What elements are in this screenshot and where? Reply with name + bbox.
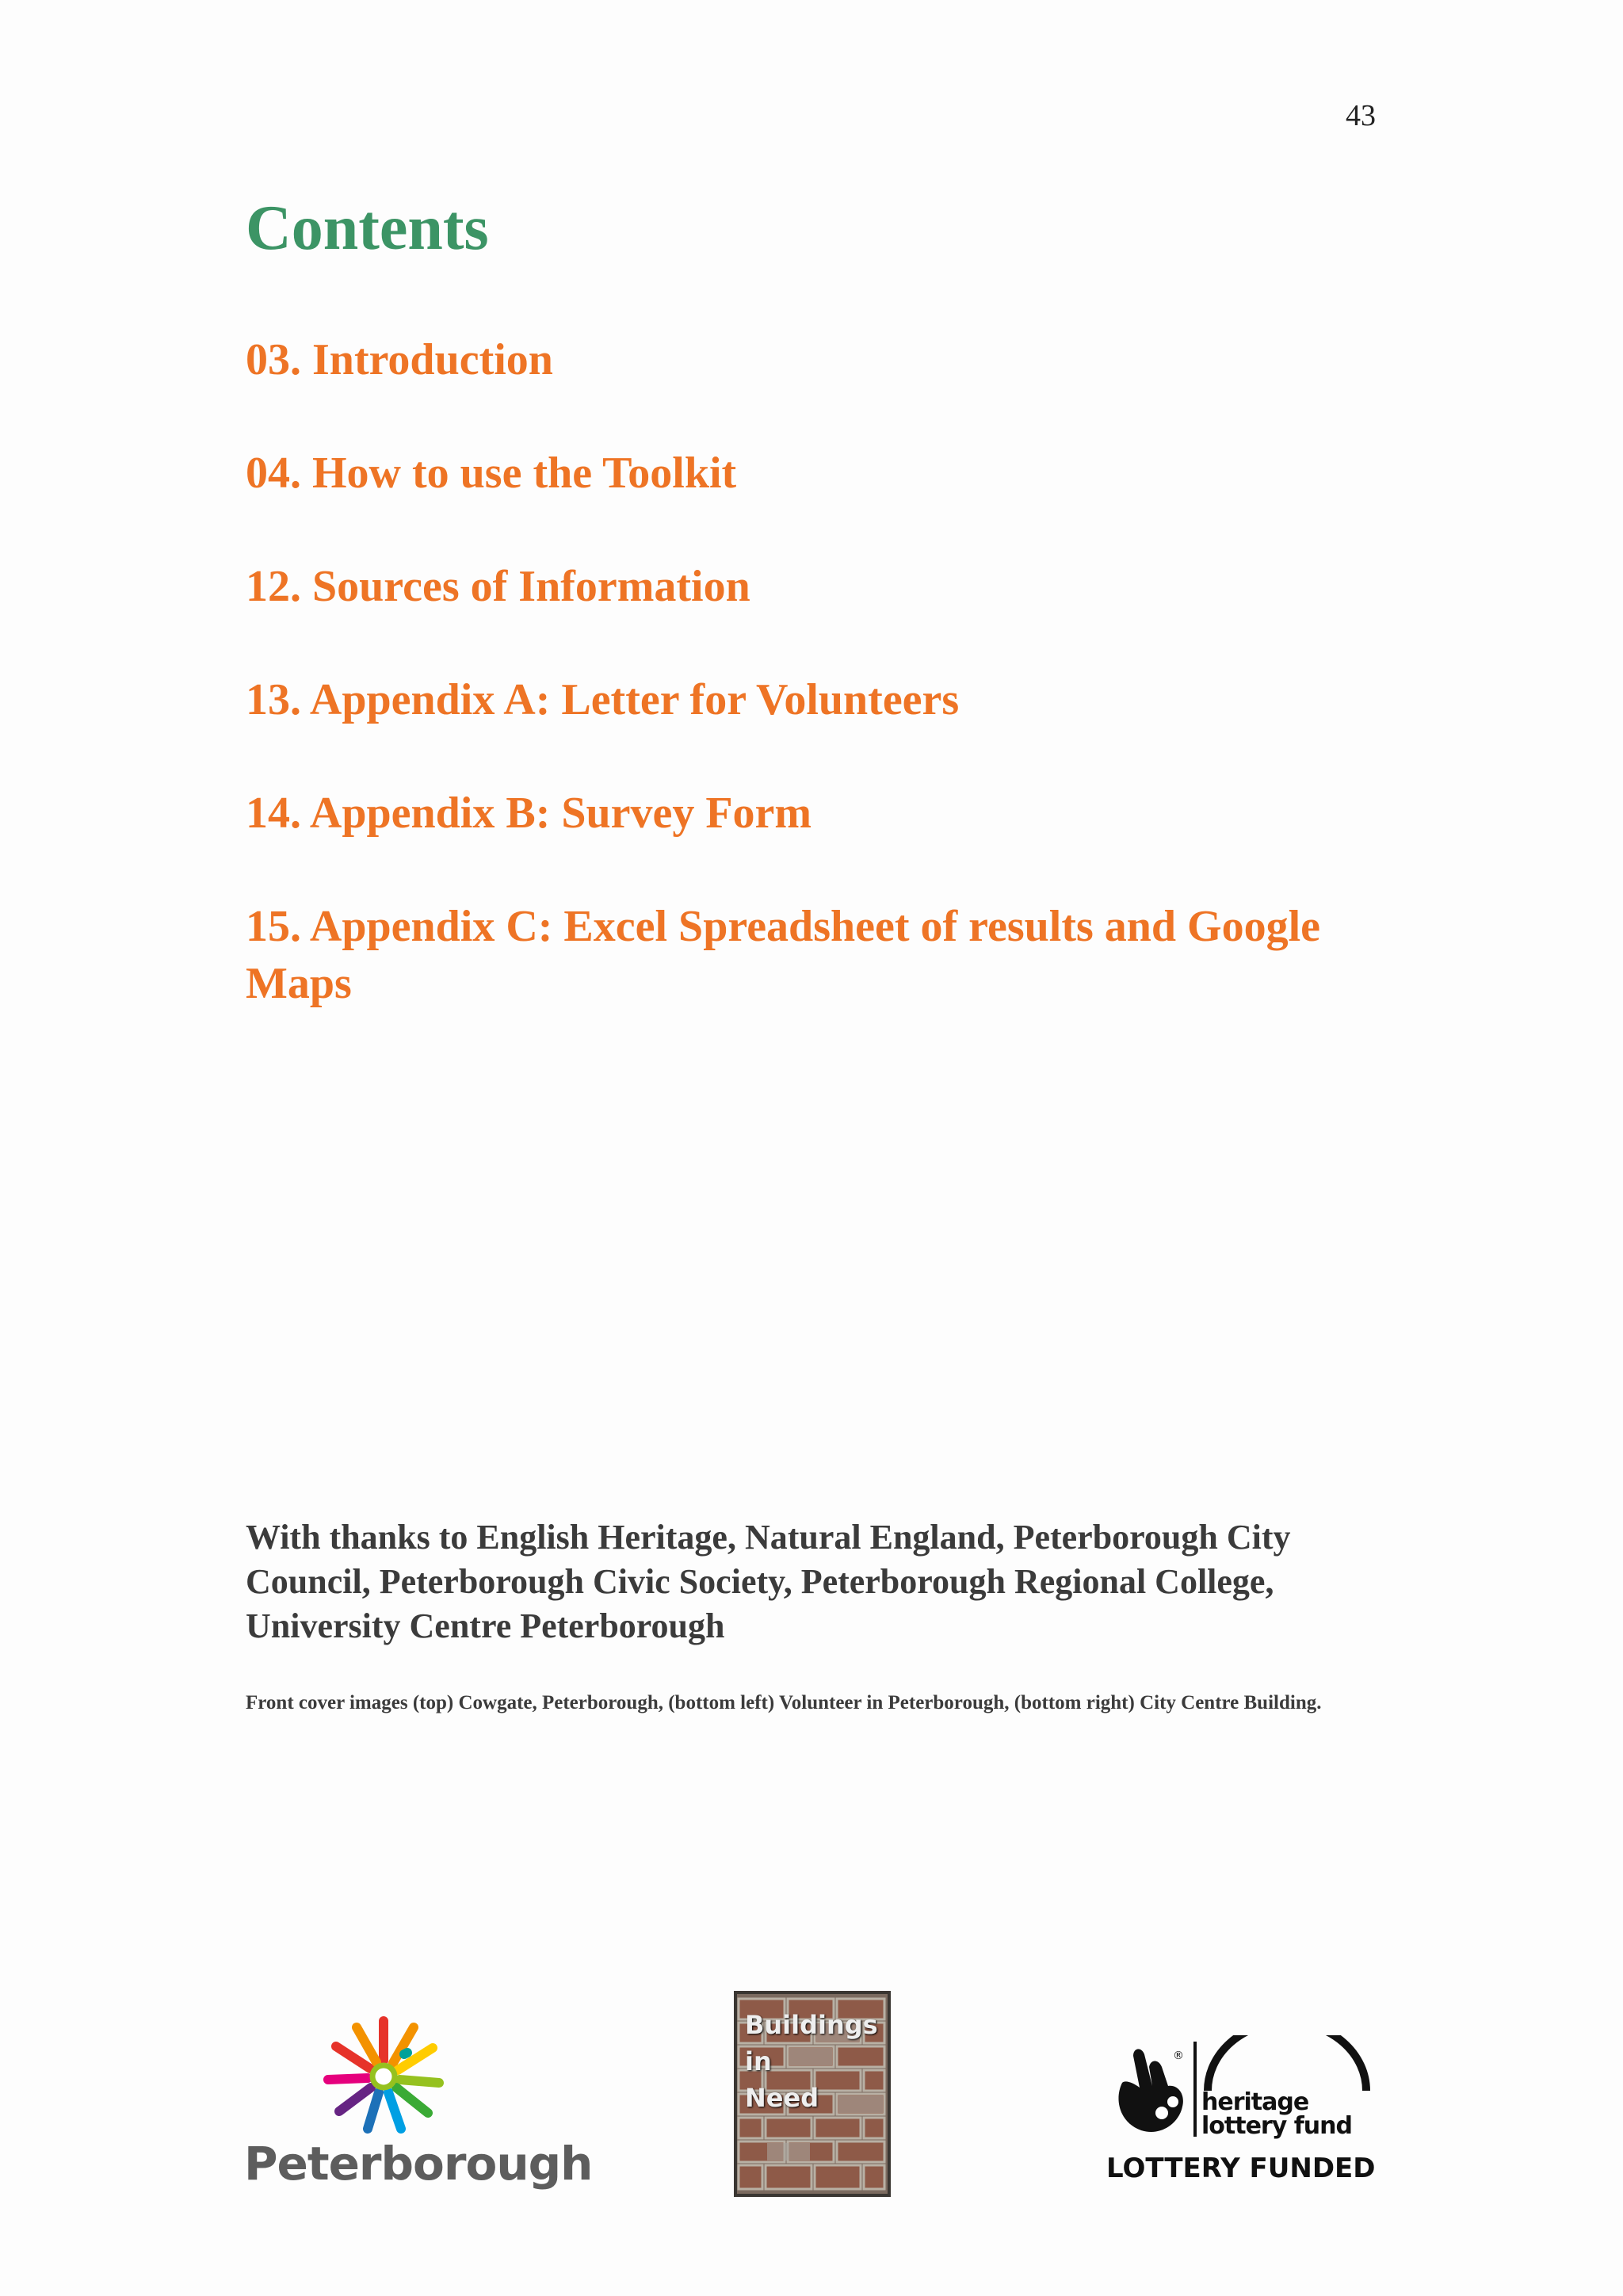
heritage-lottery-fund-wordmark: heritage lottery fund (1201, 2088, 1352, 2140)
buildings-in-need-text: Buildings in Need (745, 2010, 878, 2113)
toc-entry-introduction[interactable]: 03. Introduction (246, 335, 553, 384)
toc-entry-appendix-b[interactable]: 14. Appendix B: Survey Form (246, 789, 812, 838)
contents-title: Contents (246, 193, 489, 263)
heritage-lottery-fund-logo (1106, 2035, 1376, 2194)
toc-entry-appendix-c[interactable]: 15. Appendix C: Excel Spreadsheet of results and Google Maps (246, 902, 1321, 1008)
buildings-in-need-logo (734, 1991, 891, 2197)
cover-image-credits: Front cover images (top) Cowgate, Peterborough, (bottom left) Volunteer in Peterborough, (bottom right) City Centre Building. (246, 1692, 1322, 1713)
peterborough-logo (238, 2013, 593, 2203)
lottery-funded-text: LOTTERY FUNDED (1106, 2153, 1376, 2184)
peterborough-starburst-icon (238, 2013, 539, 2148)
table-of-contents (246, 331, 1355, 1068)
acknowledgement-text: With thanks to English Heritage, Natural England, Peterborough City Council, Peterborough Civic Society, Peterborough Regional College, University Centre Peterborough (246, 1518, 1291, 1645)
toc-entry-appendix-a[interactable]: 13. Appendix A: Letter for Volunteers (246, 675, 960, 724)
peterborough-wordmark: Peterborough (244, 2137, 593, 2191)
svg-text:®: ® (1173, 2050, 1184, 2062)
page-number: 43 (1346, 99, 1376, 132)
toc-entry-sources[interactable]: 12. Sources of Information (246, 562, 750, 611)
toc-entry-how-to-use[interactable]: 04. How to use the Toolkit (246, 449, 737, 498)
